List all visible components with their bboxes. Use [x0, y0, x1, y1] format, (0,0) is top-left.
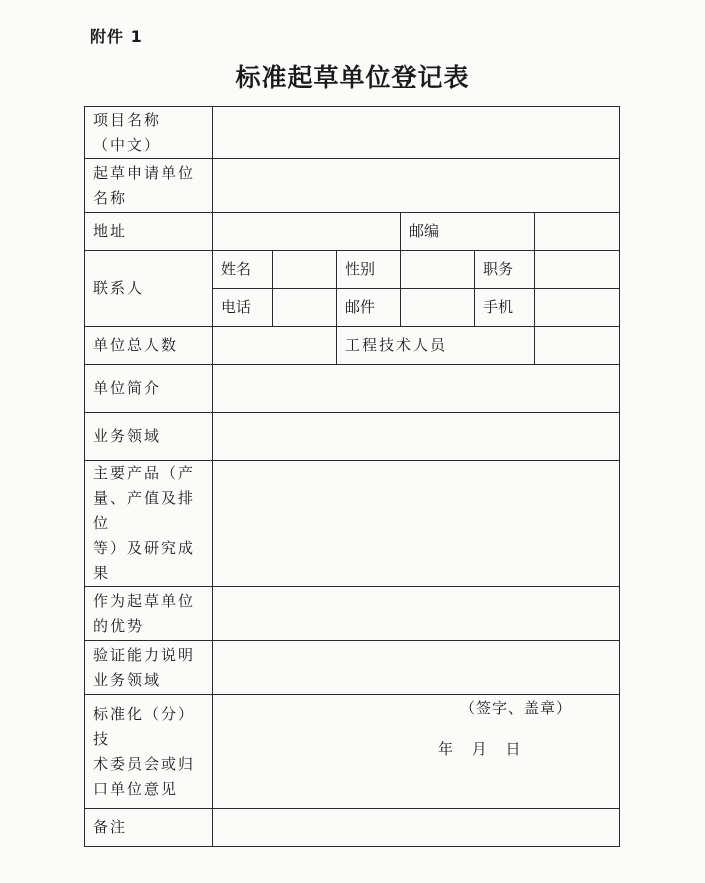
- label-mobile: 手机: [475, 289, 535, 327]
- row-staff: [85, 327, 620, 365]
- label-line: 起草申请单位: [93, 163, 196, 182]
- label-line: 的优势: [93, 616, 145, 635]
- field-address[interactable]: [213, 213, 401, 251]
- registration-form-table: [84, 106, 620, 847]
- label-email: 邮件: [337, 289, 401, 327]
- row-remarks: [85, 809, 620, 847]
- label-position: 职务: [475, 251, 535, 289]
- label-name: 姓名: [213, 251, 273, 289]
- label-committee-opinion: [85, 695, 213, 809]
- label-line: 业务领域: [93, 670, 162, 689]
- row-advantages: [85, 587, 620, 641]
- date-line: 年 月 日: [438, 740, 521, 758]
- label-line: 验证能力说明: [93, 645, 196, 664]
- field-business-field[interactable]: [213, 413, 620, 461]
- label-line: 量、产值及排位: [93, 489, 196, 532]
- form-title: 标准起草单位登记表: [235, 63, 470, 92]
- label-line: （中文）: [93, 135, 162, 154]
- field-position[interactable]: [535, 251, 620, 289]
- label-total-staff: 单位总人数: [85, 327, 213, 365]
- label-line: 项目名称: [93, 110, 162, 129]
- field-advantages[interactable]: [213, 587, 620, 641]
- label-main-products: [85, 461, 213, 587]
- label-line: 作为起草单位: [93, 591, 196, 610]
- field-engineering-staff[interactable]: [535, 327, 620, 365]
- field-total-staff[interactable]: [213, 327, 337, 365]
- label-line: 主要产品（产: [93, 464, 196, 482]
- label-advantages: [85, 587, 213, 641]
- row-business-field: [85, 413, 620, 461]
- field-gender[interactable]: [401, 251, 475, 289]
- signature-note: （签字、盖章）: [460, 699, 573, 717]
- label-line: 术委员会或归: [93, 754, 196, 773]
- label-engineering-staff: 工程技术人员: [337, 327, 535, 365]
- field-postcode[interactable]: [535, 213, 620, 251]
- row-address: [85, 213, 620, 251]
- label-project-name: [85, 107, 213, 159]
- row-main-products: [85, 461, 620, 587]
- field-remarks[interactable]: [213, 809, 620, 847]
- field-main-products[interactable]: [213, 461, 620, 587]
- field-unit-intro[interactable]: [213, 365, 620, 413]
- label-remarks: 备注: [85, 809, 213, 847]
- field-verification[interactable]: [213, 641, 620, 695]
- row-project-name: [85, 107, 620, 159]
- label-drafting-unit-name: [85, 159, 213, 213]
- attachment-label: 附件 1: [90, 27, 143, 46]
- label-contact: 联系人: [85, 251, 213, 327]
- field-drafting-unit-name[interactable]: [213, 159, 620, 213]
- field-project-name[interactable]: [213, 107, 620, 159]
- field-name[interactable]: [273, 251, 337, 289]
- label-address: 地址: [85, 213, 213, 251]
- field-mobile[interactable]: [535, 289, 620, 327]
- label-unit-intro: 单位简介: [85, 365, 213, 413]
- field-email[interactable]: [401, 289, 475, 327]
- label-business-field: 业务领域: [85, 413, 213, 461]
- label-line: 等）及研究成果: [93, 539, 196, 582]
- label-postcode: 邮编: [401, 213, 535, 251]
- row-unit-intro: [85, 365, 620, 413]
- row-drafting-unit: [85, 159, 620, 213]
- label-gender: 性别: [337, 251, 401, 289]
- label-line: 标准化（分）技: [93, 704, 196, 748]
- row-contact-1: [85, 251, 620, 289]
- label-verification: [85, 641, 213, 695]
- label-line: 名称: [93, 188, 128, 207]
- row-verification: [85, 641, 620, 695]
- field-phone[interactable]: [273, 289, 337, 327]
- label-line: 口单位意见: [93, 779, 179, 798]
- label-phone: 电话: [213, 289, 273, 327]
